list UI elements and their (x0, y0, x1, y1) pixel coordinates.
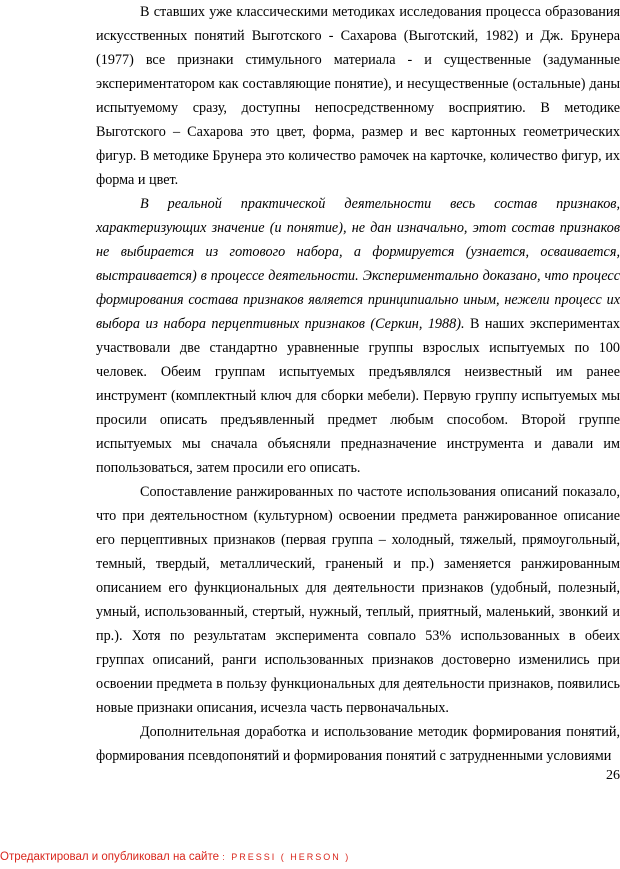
page-number: 26 (606, 768, 620, 783)
paragraph-1 (96, 0, 620, 192)
paragraph-2-text: В наших экспериментах участвовали две стандартно уравненные группы взрослых испытуемых по 100 человек. Обеим группам испытуемых предъявлялся неизвестный им ранее инструмент (комплектный ключ для сборки мебели). Первую группу испытуемых мы просили описать предъявленный предмет любым способом. Второй группе испытуемых мы сначала объясняли предназначение инструмента и давали им попользоваться, затем просили его описать. (96, 316, 620, 476)
paragraph-3 (96, 480, 620, 720)
paragraph-3-text: Сопоставление ранжированных по частоте использования описаний показало, что при деятельностном (культурном) освоении предмета ранжированное описание его перцептивных признаков (первая группа – холодный, тяжелый, прямоугольный, темный, твердый, металлический, граненый и пр.) заменяется ранжированным описанием его функциональных для деятельности признаков (удобный, полезный, умный, использованный, стертый, нужный, теплый, приятный, маленький, звонкий и пр.). Хотя по результатам эксперимента совпало 53% использованных в обеих группах описаний, ранги использованных признаков достоверно изменились при освоении предмета в пользу функциональных для деятельности признаков, появились новые признаки описания, исчезла часть первоначальных. (96, 484, 620, 716)
footer-credit (0, 851, 350, 863)
paragraph-2-italic-text: В реальной практической деятельности весь состав признаков, характеризующих значение (и понятие), не дан изначально, этот состав признаков не выбирается из готового набора, а формируется (узнается, осваивается, выстраивается) в процессе деятельности. Экспериментально доказано, что процесс формирования состава признаков является принципиально иным, нежели процесс их выбора из набора перцептивных признаков (Серкин, 1988). (96, 196, 620, 332)
paragraph-4-text: Дополнительная доработка и использование методик формирования понятий, формирования псевдопонятий и формирования понятий с затрудненными условиями (96, 724, 620, 764)
document-body (96, 0, 620, 768)
paragraph-4 (96, 720, 620, 768)
paragraph-1-text: В ставших уже классическими методиках исследования процесса образования искусственных понятий Выготского - Сахарова (Выготский, 1982) и Дж. Брунера (1977) все признаки стимульного материала - и существенные (задуманные экспериментатором как составляющие понятие), и несущественные (остальные) даны испытуемому сразу, доступны непосредственному восприятию. В методике Выготского – Сахарова это цвет, форма, размер и вес картонных геометрических фигур. В методике Брунера это количество рамочек на карточке, количество фигур, их форма и цвет. (96, 4, 620, 188)
paragraph-2 (96, 192, 620, 480)
footer-brand: : PRESSI ( HERSON ) (222, 852, 351, 862)
footer-credit-text: Отредактировал и опубликовал на сайте (0, 851, 219, 863)
